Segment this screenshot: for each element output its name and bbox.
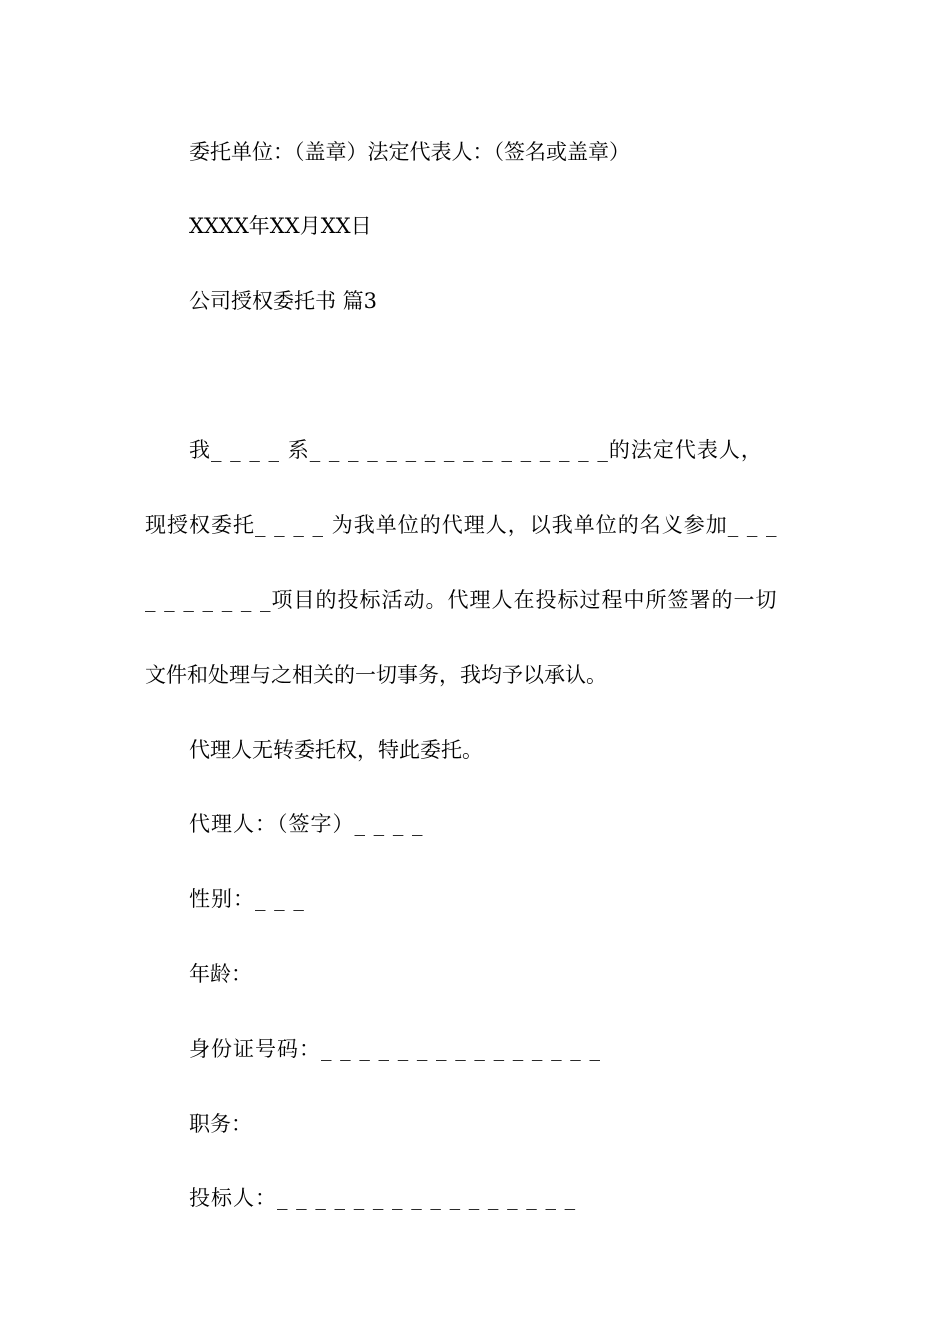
- bidder-field: 投标人：_ _ _ _ _ _ _ _ _ _ _ _ _ _ _ _: [189, 1186, 577, 1210]
- body-paragraph-line-2: 现授权委托_ _ _ _ 为我单位的代理人，以我单位的名义参加_ _ _: [145, 513, 778, 537]
- section-title: 公司授权委托书 篇3: [189, 289, 378, 313]
- position-field: 职务：: [189, 1112, 252, 1136]
- body-paragraph-line-1: 我_ _ _ _ 系_ _ _ _ _ _ _ _ _ _ _ _ _ _ _ _的法定代表人，: [189, 438, 763, 462]
- id-number-field: 身份证号码：_ _ _ _ _ _ _ _ _ _ _ _ _ _ _: [189, 1037, 601, 1061]
- agent-signature-field: 代理人：（签字）_ _ _ _: [189, 812, 424, 836]
- age-field: 年龄：: [189, 962, 252, 986]
- body-paragraph-line-3: _ _ _ _ _ _ _项目的投标活动。代理人在投标过程中所签署的一切: [145, 588, 778, 612]
- date-line: XXXX年XX月XX日: [189, 214, 372, 238]
- signature-line: 委托单位：（盖章）法定代表人：（签名或盖章）: [189, 140, 630, 164]
- no-transfer-statement: 代理人无转委托权，特此委托。: [189, 738, 483, 762]
- body-paragraph-line-4: 文件和处理与之相关的一切事务，我均予以承认。: [145, 663, 607, 687]
- gender-field: 性别：_ _ _: [189, 887, 305, 911]
